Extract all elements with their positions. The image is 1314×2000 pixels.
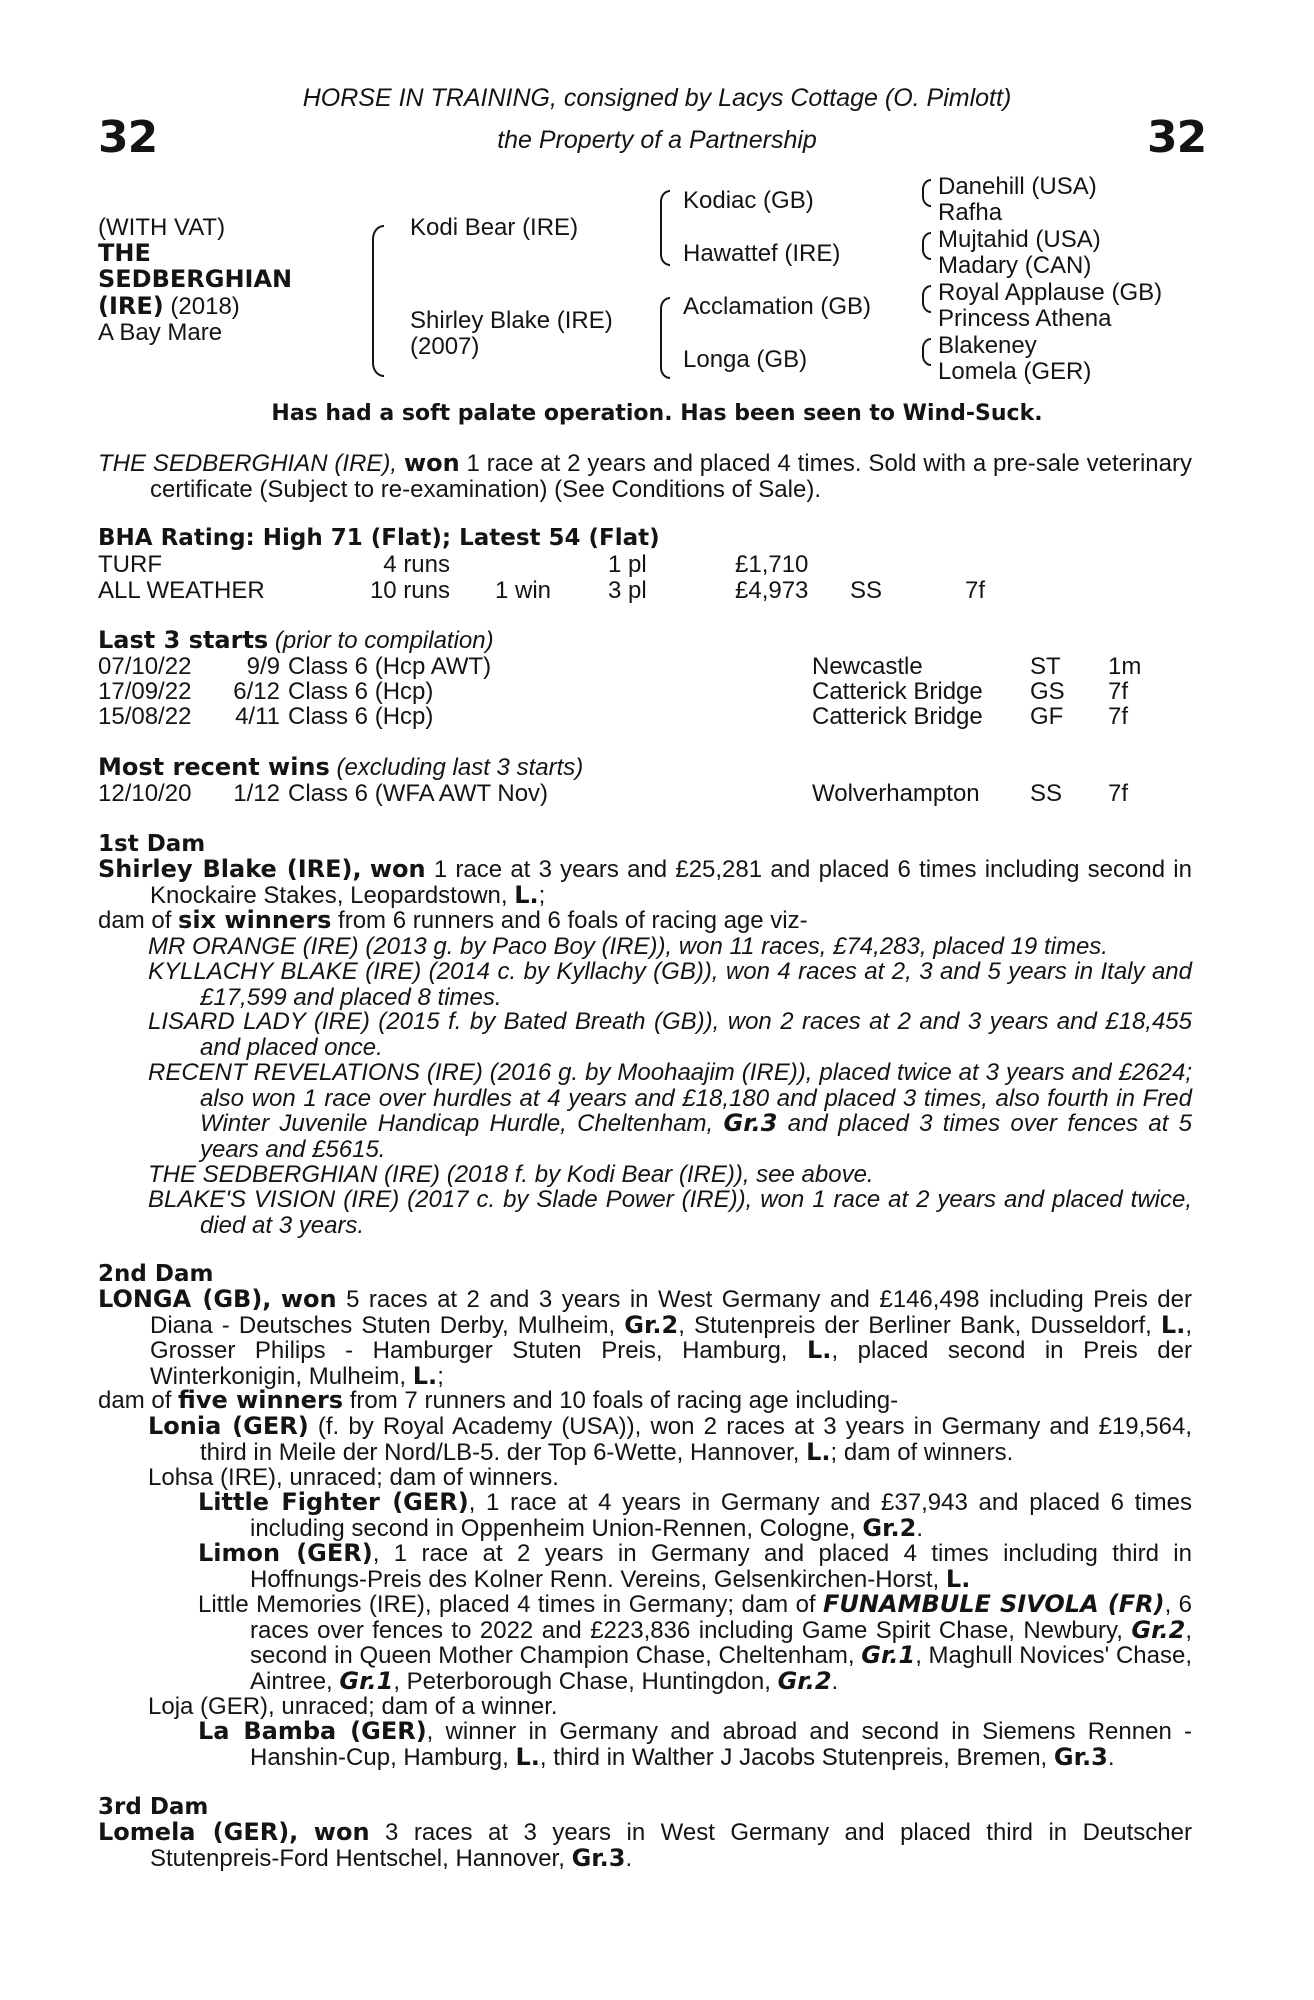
dam2-name: LONGA (GB), — [98, 1285, 272, 1313]
recent-wins-title: Most recent wins — [98, 753, 330, 781]
pedigree-sire: Kodi Bear (IRE) — [410, 214, 579, 241]
dam2-text4: , placed second in Preis der Winterkonigin, Mulheim, — [150, 1337, 1192, 1390]
little-fighter-text: , 1 race at 4 years in Germany and £37,943 and placed 6 times including second in Oppenheim Union-Rennen, Cologne, — [250, 1489, 1192, 1542]
dam2-heading: 2nd Dam — [98, 1261, 214, 1287]
header-property: the Property of a Partnership — [497, 126, 817, 154]
summary-text: 1 race at 2 years and placed 4 times. Sold with a pre-sale veterinary certificate (Subject to re-examination) (See Conditions of Sale). — [150, 450, 1192, 503]
pedigree-brace-dam — [660, 297, 670, 379]
dam2-text3: , Grosser Philips - Hamburger Stuten Preis, Hamburg, — [150, 1311, 1192, 1364]
dam2-l3: L. — [412, 1361, 438, 1390]
recent-win-pos: 1/12 — [233, 780, 280, 807]
record-aw-prize: £4,973 — [735, 577, 809, 604]
lot-number-right: 32 — [1147, 112, 1207, 163]
la-bamba-name: La Bamba (GER) — [198, 1717, 427, 1745]
funambule-name: FUNAMBULE SIVOLA (FR) — [823, 1590, 1165, 1618]
recent-win-going: SS — [1030, 780, 1063, 807]
dam3-limon — [198, 1541, 1192, 1592]
funambule-gr2b: Gr.2 — [777, 1666, 832, 1695]
recent-wins-subtitle: (excluding last 3 starts) — [336, 754, 584, 781]
dam1-won: won — [369, 855, 426, 883]
dam1-damof: dam of — [98, 907, 172, 934]
dam1-winners: six winners — [178, 906, 332, 934]
pedigree-brace-g3 — [922, 285, 931, 313]
dam3-grade: Gr.3 — [571, 1843, 626, 1872]
record-turf-prize: £1,710 — [735, 551, 809, 578]
last3-going-1: ST — [1030, 653, 1061, 680]
pedigree-g4: Madary (CAN) — [938, 252, 1092, 279]
dam2-text1: 5 races at 2 and 3 years in West Germany and £146,498 including Preis der Diana - Deutsches Stuten Derby, Mulheim, — [150, 1286, 1192, 1339]
dam2-loja: Loja (GER), unraced; dam of a winner. — [148, 1693, 558, 1720]
dam1-progeny-5 — [148, 1162, 1192, 1188]
dam3-text: 3 races at 3 years in West Germany and placed third in Deutscher Stutenpreis-Ford Hentschel, Hannover, — [150, 1819, 1192, 1872]
funambule-text1: , 6 races over fences to 2022 and £223,836 including Game Spirit Chase, Newbury, — [250, 1591, 1193, 1644]
pedigree-g8: Lomela (GER) — [938, 358, 1092, 385]
funambule-gr2a: Gr.2 — [1131, 1615, 1186, 1644]
summary-won: won — [403, 449, 460, 477]
progeny-4-tail: and placed 3 times over fences at 5 years and £5615. — [200, 1110, 1192, 1163]
progeny-2-text: KYLLACHY BLAKE (IRE) (2014 c. by Kyllachy (GB)), won 4 races at 2, 3 and 5 years in Italy and £17,599 and placed 8 times. — [148, 958, 1192, 1011]
pedigree-sire-sire: Kodiac (GB) — [683, 187, 814, 214]
progeny-4-grade: Gr.3 — [723, 1109, 778, 1137]
summary-paragraph — [98, 451, 1192, 502]
pedigree-g2: Rafha — [938, 199, 1003, 226]
pedigree-g6: Princess Athena — [938, 305, 1112, 332]
dam1-listed: L. — [514, 880, 539, 909]
record-turf-runs: 4 runs — [383, 551, 450, 578]
limon-text: , 1 race at 2 years in Germany and placed 4 times including third in Hoffnungs-Preis des Kolner Renn. Vereins, Gelsenkirchen-Horst, — [250, 1540, 1192, 1593]
dam2-damof-rest: from 7 runners and 10 foals of racing age including- — [349, 1387, 899, 1414]
last3-race-3: Class 6 (Hcp) — [288, 703, 434, 730]
recent-win-race: Class 6 (WFA AWT Nov) — [288, 780, 549, 807]
lonia-text: (f. by Royal Academy (USA)), won 2 races at 3 years in Germany and £19,564, third in Meile der Nord/LB-5. der Top 6-Wette, Hannover, — [200, 1413, 1193, 1466]
dam1-damof-line — [98, 908, 808, 934]
record-aw-going: SS — [850, 577, 883, 604]
last3-course-2: Catterick Bridge — [812, 678, 983, 705]
pedigree-g3: Mujtahid (USA) — [938, 226, 1101, 253]
pedigree-sire-dam: Hawattef (IRE) — [683, 240, 841, 267]
horse-name-line3 — [98, 294, 240, 320]
record-aw-surface: ALL WEATHER — [98, 577, 265, 604]
dam2-paragraph — [98, 1287, 1192, 1389]
la-bamba-grade: Gr.3 — [1053, 1742, 1108, 1771]
last3-date-3: 15/08/22 — [98, 703, 192, 730]
recent-win-course: Wolverhampton — [812, 780, 980, 807]
last3-course-3: Catterick Bridge — [812, 703, 983, 730]
dam3-paragraph: Lomela (GER), won 3 races at 3 years in West Germany and placed third in Deutscher Stutenpreis-Ford Hentschel, Hannover, Gr.3. — [98, 1818, 1192, 1872]
dam2-damof-line — [98, 1388, 898, 1414]
bha-rating: BHA Rating: High 71 (Flat); Latest 54 (Flat) — [98, 525, 660, 551]
last3-going-3: GF — [1030, 703, 1064, 730]
last3-dist-3: 7f — [1108, 703, 1129, 730]
dam1-text: 1 race at 3 years and £25,281 and placed 6 times including second in Knockaire Stakes, Leopardstown, — [150, 856, 1192, 909]
recent-wins-heading — [98, 755, 583, 781]
last3-title: Last 3 starts — [98, 626, 269, 654]
record-aw-placed: 3 pl — [608, 577, 647, 604]
last3-heading — [98, 628, 494, 654]
horse-description: A Bay Mare — [98, 319, 223, 346]
little-fighter-grade: Gr.2 — [862, 1513, 917, 1542]
pedigree-g5: Royal Applause (GB) — [938, 279, 1163, 306]
record-aw-runs: 10 runs — [369, 577, 450, 604]
last3-pos-3: 4/11 — [235, 703, 280, 730]
record-turf-surface: TURF — [98, 551, 162, 578]
horse-name-suffix: (IRE) — [98, 292, 164, 320]
pedigree-dam-dam: Longa (GB) — [683, 346, 808, 373]
dam1-progeny-4 — [148, 1060, 1192, 1162]
lonia-listed: L. — [806, 1437, 831, 1466]
dam2-lonia — [148, 1414, 1192, 1465]
horse-year: (2018) — [170, 293, 240, 320]
la-bamba-listed: L. — [515, 1742, 540, 1771]
record-aw-wins: 1 win — [495, 577, 552, 604]
dam1-progeny-2 — [148, 959, 1192, 1010]
dam2-gr2: Gr.2 — [624, 1310, 679, 1339]
dam3-won: won — [313, 1818, 370, 1846]
header-consignor: HORSE IN TRAINING, consigned by Lacys Cottage (O. Pimlott) — [302, 84, 1012, 112]
dam2-l2: L. — [807, 1336, 832, 1364]
last3-date-2: 17/09/22 — [98, 678, 192, 705]
recent-win-dist: 7f — [1108, 780, 1129, 807]
progeny-4-text: RECENT REVELATIONS (IRE) (2016 g. by Moohaajim (IRE)), placed twice at 3 years and £2624; also won 1 race over hurdles at 4 years and £18,180 and placed 3 times, also fourth in Fred Winter Juvenile Handicap Hurdle, Cheltenham, — [148, 1059, 1192, 1137]
dam3-name: Lomela (GER), — [98, 1818, 299, 1846]
little-fighter-name: Little Fighter (GER) — [198, 1488, 469, 1516]
dam2-lohsa: Lohsa (IRE), unraced; dam of winners. — [148, 1464, 559, 1491]
dam1-paragraph — [98, 857, 1192, 908]
dam1-progeny-6 — [148, 1187, 1192, 1238]
horse-name-line1: THE — [98, 239, 151, 267]
vat-label: (WITH VAT) — [98, 214, 226, 241]
pedigree-brace-g2 — [922, 232, 931, 260]
lonia-tail: ; dam of winners. — [830, 1438, 1014, 1466]
last3-dist-1: 1m — [1108, 653, 1142, 680]
limon-listed: L. — [945, 1564, 971, 1593]
dam3-little-memories: Little Memories (IRE), placed 4 times in Germany; dam of FUNAMBULE SIVOLA (FR), 6 races over fences to 2022 and £223,836 including Game Spirit Chase, Newbury, Gr.2, second in Queen Mother Champion Chase, Cheltenham, Gr.1, Maghull Novices' Chase, Aintree, Gr.1, Peterborough Chase, Huntingdon, Gr.2. — [198, 1590, 1193, 1695]
dam2-text2: , Stutenpreis der Berliner Bank, Dusseldorf, — [678, 1311, 1152, 1339]
dam1-progeny-1 — [148, 934, 1192, 960]
dam2-winners: five winners — [178, 1386, 344, 1414]
last3-going-2: GS — [1030, 678, 1065, 705]
lot-number-left: 32 — [98, 112, 158, 163]
dam1-semicolon: ; — [538, 881, 546, 909]
pedigree-dam-sire: Acclamation (GB) — [683, 293, 872, 320]
funambule-gr1: Gr.1 — [861, 1641, 916, 1669]
last3-pos-1: 9/9 — [246, 653, 280, 680]
pedigree-g7: Blakeney — [938, 332, 1037, 359]
pedigree-brace-g4 — [922, 338, 931, 366]
horse-name-line2: SEDBERGHIAN — [98, 265, 293, 293]
last3-race-2: Class 6 (Hcp) — [288, 678, 434, 705]
dam1-damof-rest: from 6 runners and 6 foals of racing age viz- — [338, 907, 808, 934]
pedigree-dam: Shirley Blake (IRE) — [410, 307, 613, 334]
dam3-little-fighter: Little Fighter (GER), 1 race at 4 years in Germany and £37,943 and placed 6 times including second in Oppenheim Union-Rennen, Cologne, Gr.2. — [198, 1488, 1192, 1542]
progeny-6-text: BLAKE'S VISION (IRE) (2017 c. by Slade Power (IRE)), won 1 race at 2 years and placed twice, died at 3 years. — [148, 1186, 1192, 1239]
record-turf-placed: 1 pl — [608, 551, 647, 578]
funambule-text4: , Peterborough Chase, Huntingdon, — [393, 1667, 771, 1695]
pedigree-brace-sire — [660, 190, 670, 266]
dam1-heading: 1st Dam — [98, 831, 206, 857]
last3-dist-2: 7f — [1108, 678, 1129, 705]
la-bamba-text2: , third in Walther J Jacobs Stutenpreis, Bremen, — [539, 1743, 1048, 1771]
last3-race-1: Class 6 (Hcp AWT) — [288, 653, 492, 680]
progeny-1-text: MR ORANGE (IRE) (2013 g. by Paco Boy (IRE)), won 11 races, £74,283, placed 19 times. — [148, 933, 1108, 960]
dam3-la-bamba: La Bamba (GER), winner in Germany and abroad and second in Siemens Rennen - Hanshin-Cup, Hamburg, L., third in Walther J Jacobs Stutenpreis, Bremen, Gr.3. — [198, 1717, 1192, 1771]
dam2-won: won — [280, 1285, 337, 1313]
dam1-progeny-3 — [148, 1009, 1192, 1060]
progeny-5-text: THE SEDBERGHIAN (IRE) (2018 f. by Kodi Bear (IRE)), see above. — [148, 1161, 874, 1188]
funambule-text2: , second in Queen Mother Champion Chase, Cheltenham, — [250, 1616, 1192, 1669]
recent-win-date: 12/10/20 — [98, 780, 192, 807]
funambule-text3: , Maghull Novices' Chase, Aintree, — [250, 1642, 1192, 1695]
last3-date-1: 07/10/22 — [98, 653, 192, 680]
la-bamba-text: , winner in Germany and abroad and second in Siemens Rennen - Hanshin-Cup, Hamburg, — [250, 1718, 1192, 1771]
pedigree-brace-g1 — [922, 179, 931, 207]
pedigree-g1: Danehill (USA) — [938, 173, 1097, 200]
dam3-heading: 3rd Dam — [98, 1794, 209, 1820]
wind-note: Has had a soft palate operation. Has been seen to Wind-Suck. — [271, 401, 1043, 426]
last3-course-1: Newcastle — [812, 653, 923, 680]
dam2-damof: dam of — [98, 1387, 172, 1414]
dam1-name: Shirley Blake (IRE), — [98, 855, 362, 883]
last3-subtitle: (prior to compilation) — [274, 627, 494, 654]
funambule-gr1b: Gr.1 — [339, 1666, 394, 1695]
little-memories-text: Little Memories (IRE), placed 4 times in Germany; dam of — [198, 1591, 816, 1618]
dam2-l1: L. — [1160, 1310, 1186, 1339]
record-aw-dist: 7f — [965, 577, 986, 604]
dam2-semicolon: ; — [437, 1362, 444, 1390]
pedigree-brace-main — [372, 225, 384, 377]
summary-horse-name: THE SEDBERGHIAN (IRE), — [98, 450, 398, 477]
limon-name: Limon (GER) — [198, 1539, 373, 1567]
lonia-name: Lonia (GER) — [148, 1412, 309, 1440]
progeny-3-text: LISARD LADY (IRE) (2015 f. by Bated Breath (GB)), won 2 races at 2 and 3 years and £18,455 and placed once. — [148, 1008, 1192, 1061]
pedigree-dam-year: (2007) — [410, 333, 480, 360]
last3-pos-2: 6/12 — [233, 678, 280, 705]
